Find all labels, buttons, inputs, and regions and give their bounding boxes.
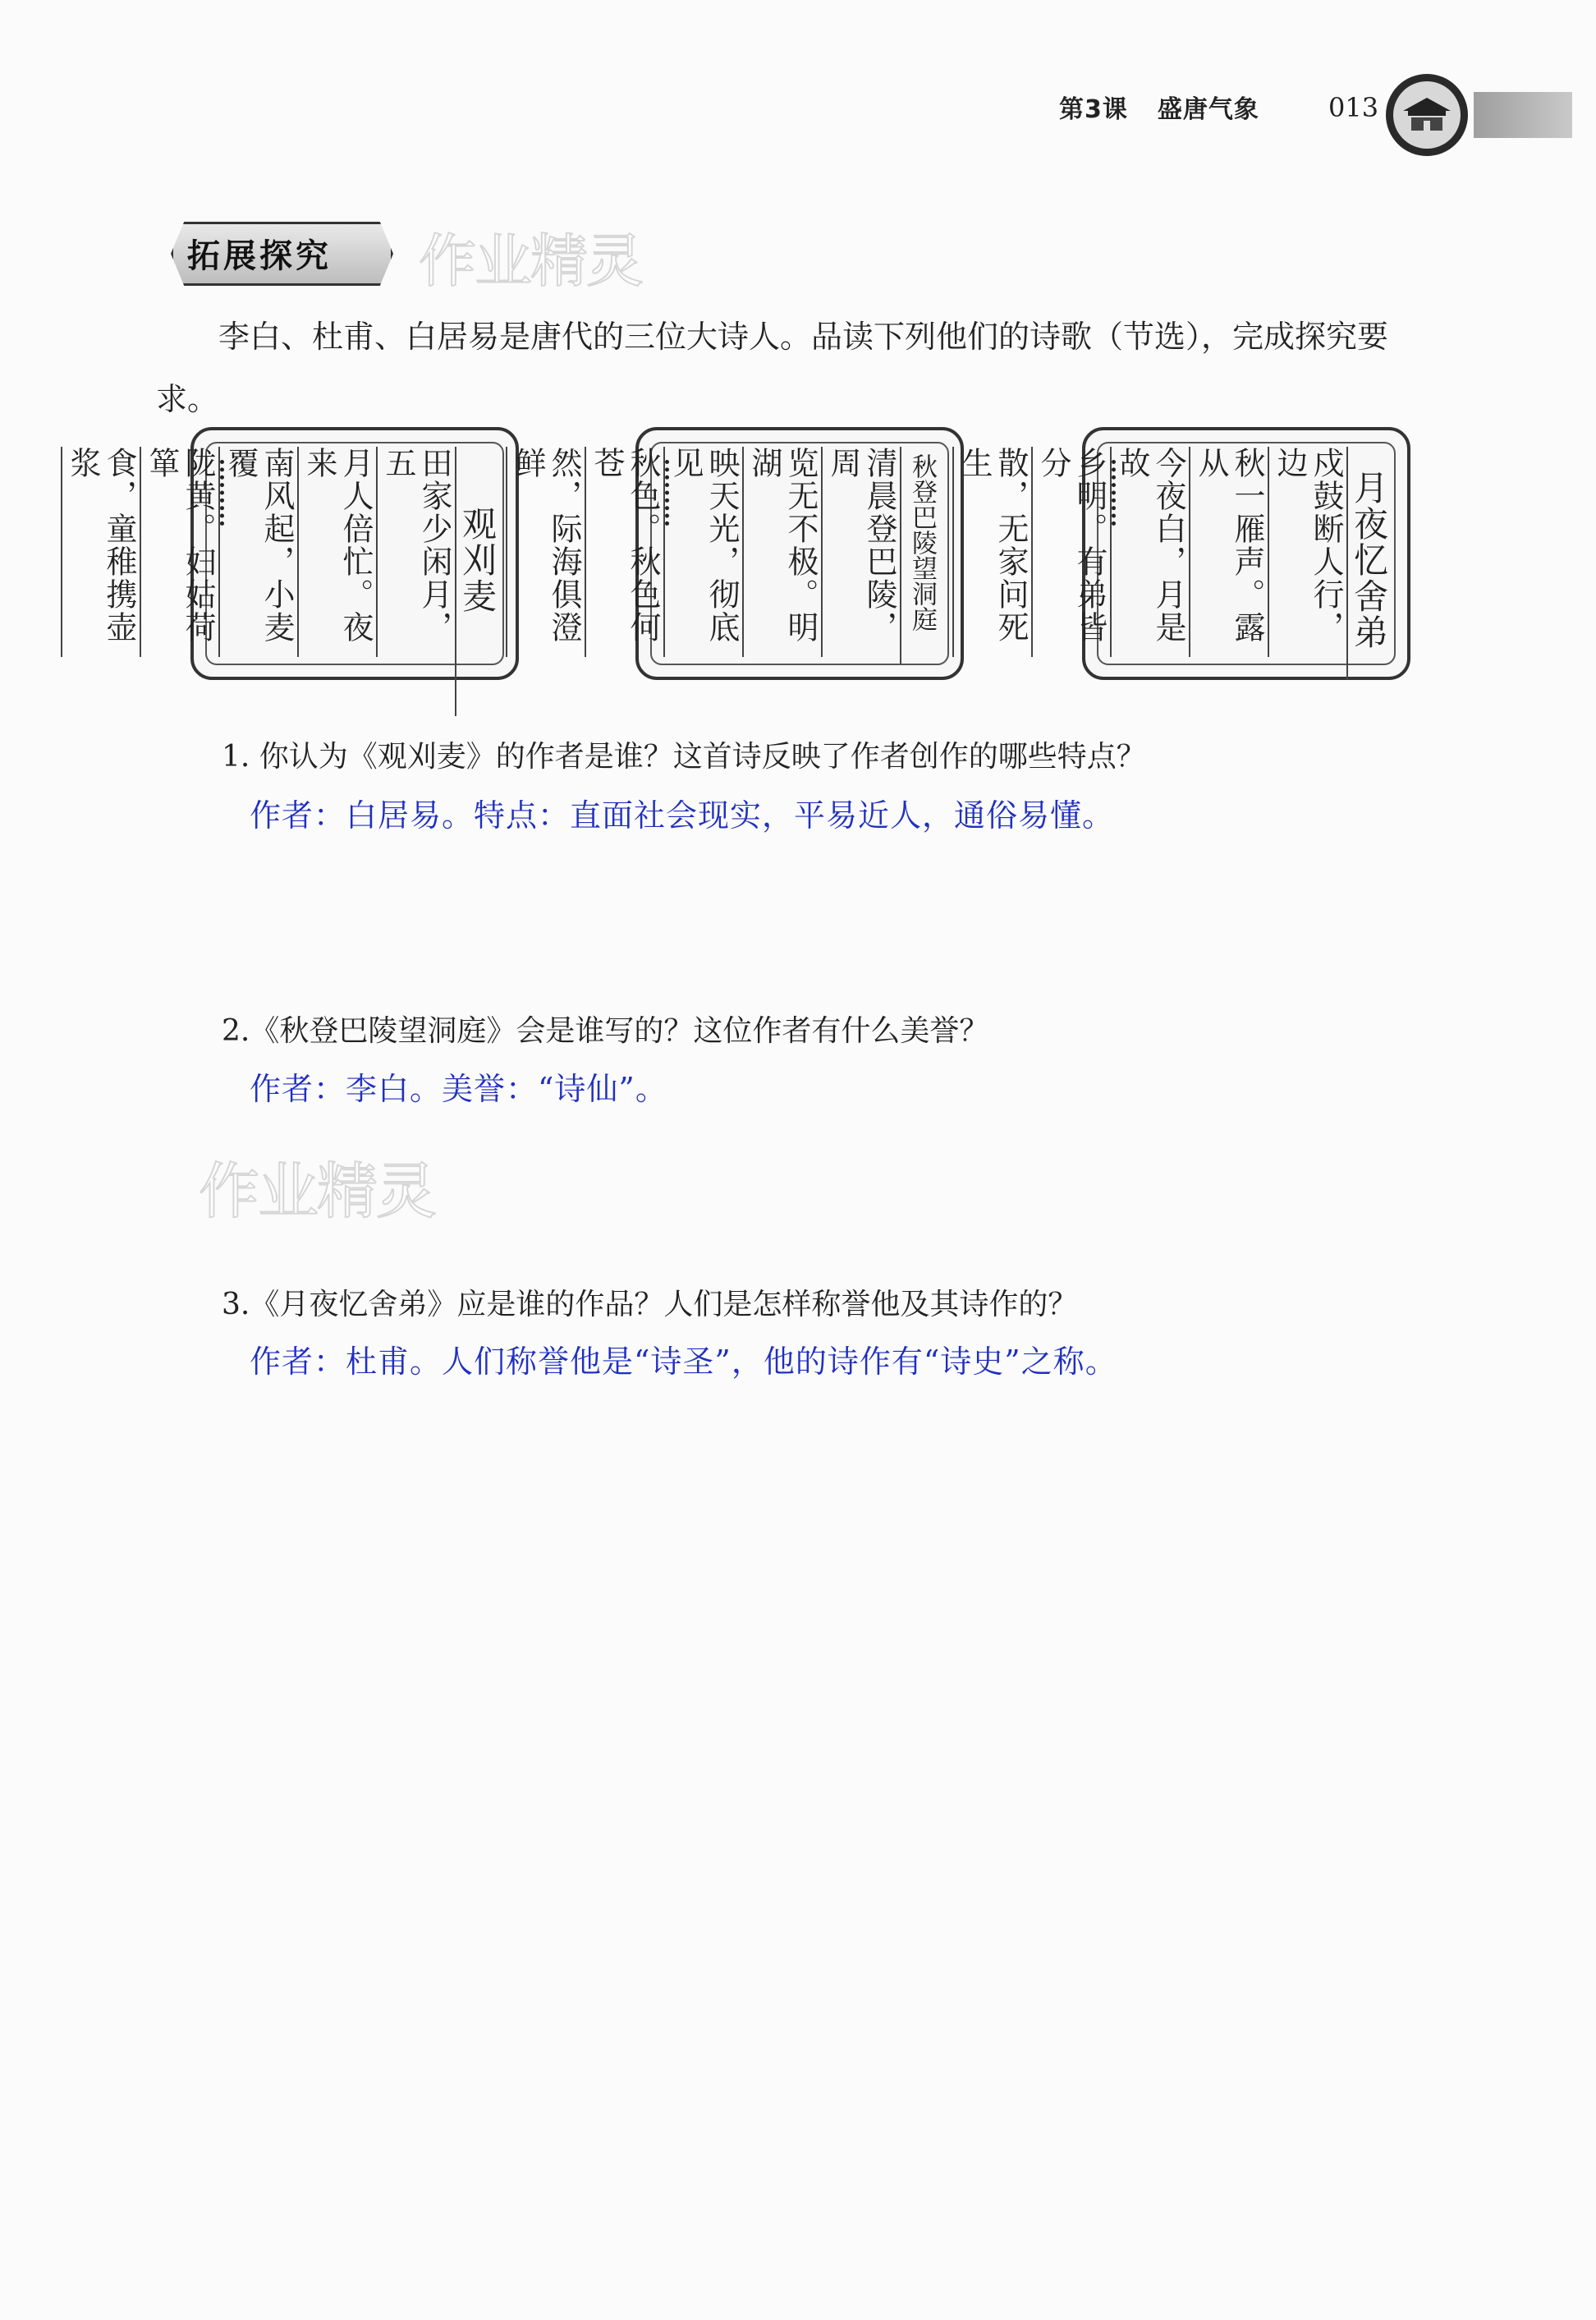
poem-line: 田家少闲月，五 — [376, 447, 455, 657]
question-3: 3.《月夜忆舍弟》应是谁的作品？人们是怎样称誉他及其诗作的？ — [222, 1288, 1078, 1321]
poem-title: 秋登巴陵望洞庭 — [900, 447, 942, 664]
lesson-title: 盛唐气象 — [1157, 95, 1259, 124]
poem-line: 秋色。秋色何苍 — [585, 447, 663, 657]
poem-line: 今夜白，月是故 — [1110, 447, 1189, 657]
answer-3: 作者：杜甫。人们称誉他是“诗圣”，他的诗作有“诗史”之称。 — [250, 1344, 1117, 1380]
poem-line: 览无不极。明湖 — [742, 447, 821, 657]
watermark-middle: 作业精灵 — [199, 1156, 435, 1227]
poem-card-2 — [510, 427, 964, 680]
poem-title: 月夜忆舍弟 — [1346, 447, 1389, 680]
page-header — [1059, 89, 1259, 125]
answer-1: 作者：白居易。特点：直面社会现实，平易近人，通俗易懂。 — [250, 797, 1115, 834]
answer-2: 作者：李白。美誉：“诗仙”。 — [250, 1071, 667, 1107]
poem-card-3 — [956, 427, 1410, 680]
poem-line: 然，际海俱澄鲜 — [506, 447, 585, 657]
intro-paragraph: 李白、杜甫、白居易是唐代的三位大诗人。品读下列他们的诗歌（节选），完成探究要求。 — [156, 319, 1389, 417]
poem-card-1 — [65, 427, 519, 680]
poem-line: 月人倍忙。夜来 — [297, 447, 376, 657]
section-title: 拓展探究 — [187, 237, 332, 275]
header-band — [1474, 92, 1572, 138]
poem-line: 映天光，彻底见 — [663, 447, 742, 657]
lesson-number: 第3课 — [1059, 95, 1128, 124]
poem-line: 南风起，小麦覆 — [218, 447, 297, 657]
poem-title: 观刈麦 — [455, 447, 498, 716]
poem-line: 陇黄。妇姑荷箪 — [140, 447, 218, 657]
poem-line: 戍鼓断人行，边 — [1268, 447, 1346, 657]
poem-line: 乡明。有弟皆分 — [1031, 447, 1110, 657]
palace-logo-icon — [1386, 74, 1468, 156]
poem-line: 散，无家问死生 — [952, 447, 1031, 657]
section-badge — [154, 215, 405, 287]
poem-line: 秋一雁声。露从 — [1189, 447, 1268, 657]
question-2: 2.《秋登巴陵望洞庭》会是谁写的？这位作者有什么美誉？ — [222, 1014, 989, 1048]
poem-line: 食，童稚携壶浆 — [61, 447, 140, 657]
poem-line: 清晨登巴陵，周 — [821, 447, 900, 657]
question-1: 1. 你认为《观刈麦》的作者是谁？这首诗反映了作者创作的哪些特点？ — [222, 740, 1146, 774]
watermark-top: 作业精灵 — [419, 227, 642, 295]
page-number: 013 — [1328, 92, 1379, 123]
